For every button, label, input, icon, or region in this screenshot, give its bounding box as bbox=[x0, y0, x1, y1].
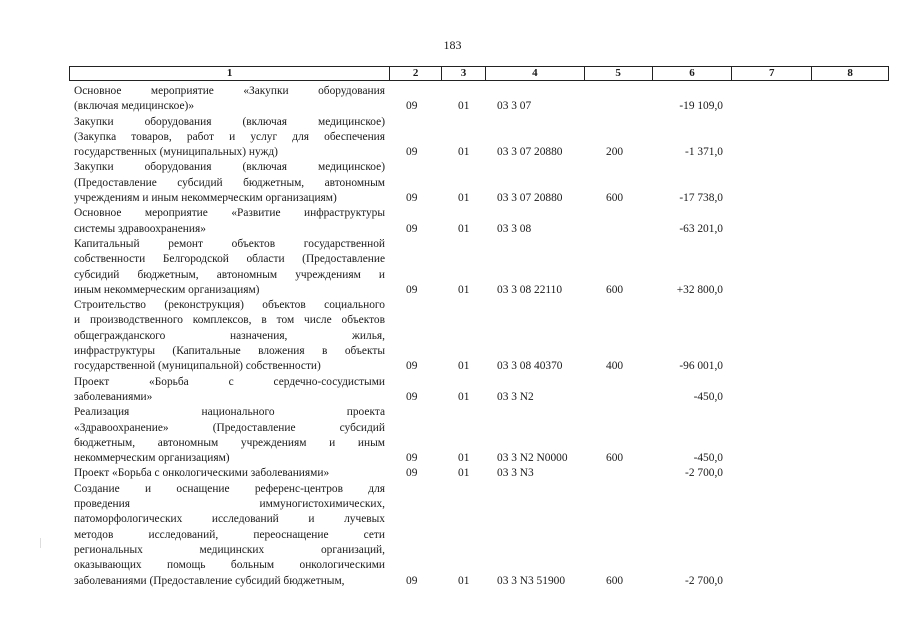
cell-c2: 09 bbox=[406, 574, 418, 587]
table-row bbox=[0, 482, 905, 589]
description-line: государственных (муниципальных) нужд) bbox=[74, 146, 278, 159]
description-line: Закупки оборудования (включая медицинское) bbox=[74, 115, 385, 128]
page-number: 183 bbox=[443, 38, 462, 52]
cell-c4: 03 3 07 20880 bbox=[497, 192, 563, 205]
cell-c6: -2 700,0 bbox=[685, 467, 723, 480]
table-row bbox=[0, 375, 905, 406]
row-description bbox=[74, 115, 385, 161]
row-description bbox=[74, 84, 385, 115]
description-line: собственности Белгородской области (Предоставление bbox=[74, 253, 385, 266]
header-col-4: 4 bbox=[486, 67, 585, 80]
cell-c6: -450,0 bbox=[693, 452, 723, 465]
cell-c3: 01 bbox=[458, 574, 470, 587]
cell-c6: -450,0 bbox=[693, 390, 723, 403]
cell-c4: 03 3 07 bbox=[497, 100, 532, 113]
cell-c2: 09 bbox=[406, 192, 418, 205]
cell-c3: 01 bbox=[458, 100, 470, 113]
description-line: Основное мероприятие «Развитие инфраструктуры bbox=[74, 207, 385, 220]
description-line: региональных медицинских организаций, bbox=[74, 543, 385, 556]
cell-c4: 03 3 N2 N0000 bbox=[497, 452, 568, 465]
description-line: Проект «Борьба с онкологическими заболеваниями» bbox=[74, 467, 330, 480]
row-description bbox=[74, 375, 385, 406]
cell-c5: 600 bbox=[606, 574, 624, 587]
cell-c5: 400 bbox=[606, 360, 624, 373]
description-line: Закупки оборудования (включая медицинское) bbox=[74, 161, 385, 174]
description-line: оказывающих помощь больным онкологическими bbox=[74, 559, 385, 572]
cell-c3: 01 bbox=[458, 390, 470, 403]
cell-c4: 03 3 N3 bbox=[497, 467, 534, 480]
cell-c2: 09 bbox=[406, 467, 418, 480]
cell-c6: -96 001,0 bbox=[679, 360, 723, 373]
cell-c4: 03 3 08 22110 bbox=[497, 283, 563, 296]
cell-c2: 09 bbox=[406, 390, 418, 403]
cell-c2: 09 bbox=[406, 146, 418, 159]
description-line: иным некоммерческим организациям) bbox=[74, 283, 260, 296]
description-line: (Предоставление субсидий бюджетным, автономным bbox=[74, 176, 385, 189]
description-line: заболеваниями» bbox=[74, 390, 153, 403]
description-line: (Закупка товаров, работ и услуг для обеспечения bbox=[74, 130, 385, 143]
cell-c4: 03 3 N2 bbox=[497, 390, 534, 403]
header-col-3: 3 bbox=[442, 67, 486, 80]
cell-c3: 01 bbox=[458, 467, 470, 480]
description-line: Строительство (реконструкция) объектов социального bbox=[74, 299, 385, 312]
cell-c5: 600 bbox=[606, 283, 624, 296]
table-row bbox=[0, 84, 905, 115]
cell-c6: -63 201,0 bbox=[679, 222, 723, 235]
header-col-2: 2 bbox=[390, 67, 442, 80]
table-row bbox=[0, 206, 905, 237]
table-row bbox=[0, 115, 905, 161]
table-header bbox=[69, 66, 889, 81]
row-description bbox=[74, 206, 385, 237]
description-line: Создание и оснащение референс-центров для bbox=[74, 482, 385, 495]
description-line: патоморфологических исследований и лучевых bbox=[74, 513, 385, 526]
description-line: системы здравоохранения» bbox=[74, 222, 206, 235]
cell-c3: 01 bbox=[458, 360, 470, 373]
row-description bbox=[74, 405, 385, 466]
cell-c5: 600 bbox=[606, 452, 624, 465]
header-col-8: 8 bbox=[847, 67, 853, 79]
description-line: субсидий бюджетным, автономным учреждениям и bbox=[74, 268, 385, 281]
cell-c2: 09 bbox=[406, 222, 418, 235]
description-line: инфраструктуры (Капитальные вложения в объекты bbox=[74, 345, 385, 358]
cell-c3: 01 bbox=[458, 222, 470, 235]
cell-c2: 09 bbox=[406, 283, 418, 296]
table-row bbox=[0, 466, 905, 481]
table-row bbox=[0, 160, 905, 206]
row-description bbox=[74, 298, 385, 374]
description-line: Реализация национального проекта bbox=[74, 406, 385, 419]
cell-c3: 01 bbox=[458, 283, 470, 296]
header-col-7: 7 bbox=[732, 67, 812, 80]
description-line: (включая медицинское)» bbox=[74, 100, 195, 113]
cell-c4: 03 3 08 40370 bbox=[497, 360, 563, 373]
header-col-6: 6 bbox=[653, 67, 733, 80]
cell-c3: 01 bbox=[458, 192, 470, 205]
description-line: Основное мероприятие «Закупки оборудования bbox=[74, 85, 385, 97]
cell-c3: 01 bbox=[458, 146, 470, 159]
description-line: учреждениям и иным некоммерческим организациям) bbox=[74, 192, 337, 205]
cell-c5: 200 bbox=[606, 146, 624, 159]
cell-c6: -2 700,0 bbox=[685, 574, 723, 587]
row-description bbox=[74, 160, 385, 206]
row-description bbox=[74, 482, 385, 589]
description-line: методов исследований, переоснащение сети bbox=[74, 528, 385, 541]
cell-c6: -17 738,0 bbox=[679, 192, 723, 205]
description-line: бюджетным, автономным учреждениям и иным bbox=[74, 436, 385, 449]
cell-c2: 09 bbox=[406, 452, 418, 465]
description-line: государственной (муниципальной) собственности) bbox=[74, 360, 321, 373]
cell-c6: +32 800,0 bbox=[676, 283, 723, 296]
description-line: и производственного комплексов, в том числе объектов bbox=[74, 314, 385, 327]
description-line: «Здравоохранение» (Предоставление субсидий bbox=[74, 421, 385, 434]
description-line: заболеваниями (Предоставление субсидий бюджетным, bbox=[74, 574, 345, 587]
description-line: Капитальный ремонт объектов государственной bbox=[74, 237, 385, 250]
header-col-5: 5 bbox=[585, 67, 653, 80]
cell-c2: 09 bbox=[406, 360, 418, 373]
description-line: проведения иммуногистохимических, bbox=[74, 498, 385, 511]
table-body bbox=[0, 84, 905, 589]
cell-c4: 03 3 08 bbox=[497, 222, 532, 235]
cell-c4: 03 3 07 20880 bbox=[497, 146, 563, 159]
table-row bbox=[0, 405, 905, 466]
row-description bbox=[74, 466, 385, 481]
cell-c2: 09 bbox=[406, 100, 418, 113]
description-line: некоммерческим организациям) bbox=[74, 452, 230, 465]
header-col-1: 1 bbox=[70, 67, 390, 80]
scan-mark bbox=[40, 538, 41, 548]
table-row bbox=[0, 298, 905, 374]
cell-c6: -19 109,0 bbox=[679, 100, 723, 113]
cell-c6: -1 371,0 bbox=[685, 146, 723, 159]
cell-c4: 03 3 N3 51900 bbox=[497, 574, 566, 587]
cell-c5: 600 bbox=[606, 192, 624, 205]
description-line: общегражданского назначения, жилья, bbox=[74, 329, 385, 342]
table-row bbox=[0, 237, 905, 298]
row-description bbox=[74, 237, 385, 298]
cell-c3: 01 bbox=[458, 452, 470, 465]
description-line: Проект «Борьба с сердечно-сосудистыми bbox=[74, 375, 385, 388]
